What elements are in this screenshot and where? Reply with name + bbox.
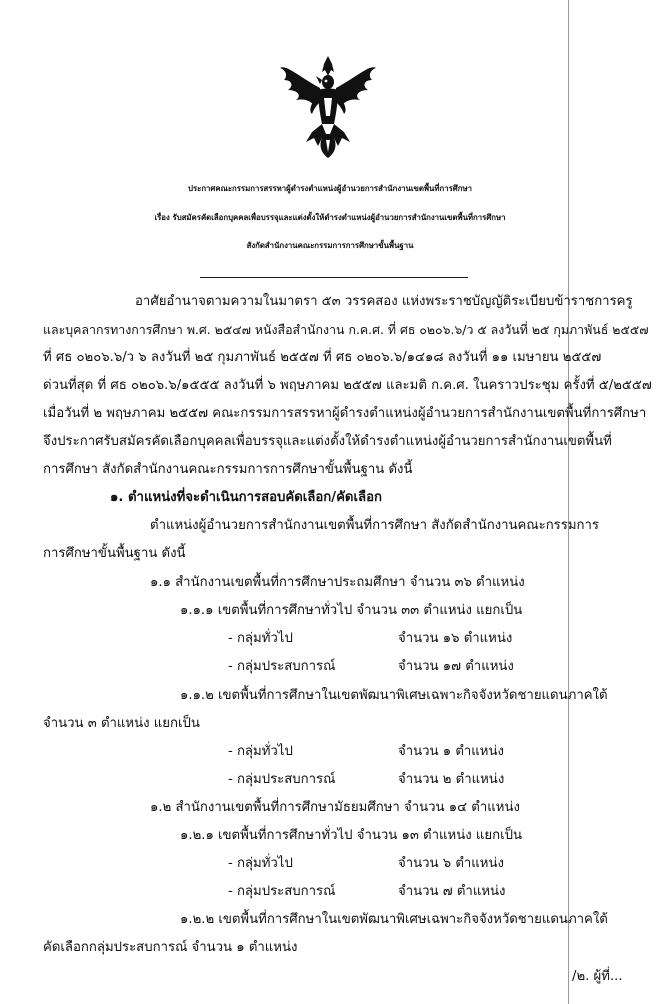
group-count: จำนวน ๑ ตำแหน่ง <box>398 744 504 759</box>
continuation-marker: /๒. ผู้ที่... <box>572 969 623 984</box>
section-paragraph: การศึกษาขั้นพื้นฐาน ดังนี้ <box>43 546 186 561</box>
group-label: - กลุ่มทั่วไป <box>228 631 293 646</box>
subsection-general-area: ๑.๑.๑ เขตพื้นที่การศึกษาทั่วไป จำนวน ๓๓ ตำแหน่ง แยกเป็น <box>180 603 523 618</box>
intro-line: ที่ ศธ ๐๒๐๖.๖/ว ๖ ลงวันที่ ๒๕ กุมภาพันธ์ ๒๕๕๗ ที่ ศธ ๐๒๐๖.๖/๑๔๑๘ ลงวันที่ ๑๑ เมษายน ๒๕๕๗ <box>43 350 602 365</box>
subsection-southern-area: ๑.๒.๒ เขตพื้นที่การศึกษาในเขตพัฒนาพิเศษเฉพาะกิจจังหวัดชายแดนภาคใต้ <box>180 912 608 927</box>
subsection-secondary: ๑.๒ สำนักงานเขตพื้นที่การศึกษามัธยมศึกษา จำนวน ๑๔ ตำแหน่ง <box>150 800 520 815</box>
intro-line: เมื่อวันที่ ๒ พฤษภาคม ๒๕๕๗ คณะกรรมการสรรหาผู้ดำรงตำแหน่งผู้อำนวยการสำนักงานเขตพื้นที่การศึกษา <box>43 406 647 421</box>
group-label: - กลุ่มทั่วไป <box>228 744 293 759</box>
subsection-southern-count: คัดเลือกกลุ่มประสบการณ์ จำนวน ๑ ตำแหน่ง <box>43 940 298 955</box>
group-label: - กลุ่มประสบการณ์ <box>228 659 336 674</box>
intro-line: ด่วนที่สุด ที่ ศธ ๐๒๐๖.๖/๑๕๕๕ ลงวันที่ ๖ พฤษภาคม ๒๕๕๗ และมติ ก.ค.ศ. ในคราวประชุม ครั้งที่ ๕/๒๕๕๗ <box>43 378 652 393</box>
announcement-title: ประกาศคณะกรรมการสรรหาผู้ดำรงตำแหน่งผู้อำนวยการสำนักงานเขตพื้นที่การศึกษา <box>188 184 472 193</box>
announcement-subject: เรื่อง รับสมัครคัดเลือกบุคคลเพื่อบรรจุและแต่งตั้งให้ดำรงตำแหน่งผู้อำนวยการสำนักงานเขตพื้นที่การศึกษา <box>154 213 506 222</box>
subsection-general-area: ๑.๒.๑ เขตพื้นที่การศึกษาทั่วไป จำนวน ๑๓ ตำแหน่ง แยกเป็น <box>180 828 522 843</box>
announcement-affiliation: สังกัดสำนักงานคณะกรรมการการศึกษาขั้นพื้นฐาน <box>246 241 414 250</box>
title-divider <box>200 277 468 278</box>
section-heading: ๑. ตำแหน่งที่จะดำเนินการสอบคัดเลือก/คัดเลือก <box>110 490 382 505</box>
scan-margin-line <box>568 0 569 1004</box>
group-count: จำนวน ๗ ตำแหน่ง <box>398 884 506 899</box>
intro-line: และบุคลากรทางการศึกษา พ.ศ. ๒๕๔๗ หนังสือสำนักงาน ก.ค.ศ. ที่ ศธ ๐๒๐๖.๖/ว ๕ ลงวันที่ ๒๕ กุมภาพันธ์ ๒๕๕๗ <box>43 322 649 337</box>
intro-line: การศึกษา สังกัดสำนักงานคณะกรรมการการศึกษาขั้นพื้นฐาน ดังนี้ <box>43 462 413 477</box>
subsection-southern-area: ๑.๑.๒ เขตพื้นที่การศึกษาในเขตพัฒนาพิเศษเฉพาะกิจจังหวัดชายแดนภาคใต้ <box>180 688 608 703</box>
group-label: - กลุ่มประสบการณ์ <box>228 884 336 899</box>
intro-line: จึงประกาศรับสมัครคัดเลือกบุคคลเพื่อบรรจุและแต่งตั้งให้ดำรงตำแหน่งผู้อำนวยการสำนักงานเขตพื้นที่ <box>43 434 612 449</box>
subsection-primary: ๑.๑ สำนักงานเขตพื้นที่การศึกษาประถมศึกษา จำนวน ๓๖ ตำแหน่ง <box>150 575 525 590</box>
group-label: - กลุ่มประสบการณ์ <box>228 772 336 787</box>
section-paragraph: ตำแหน่งผู้อำนวยการสำนักงานเขตพื้นที่การศึกษา สังกัดสำนักงานคณะกรรมการ <box>150 518 600 533</box>
subsection-southern-count: จำนวน ๓ ตำแหน่ง แยกเป็น <box>43 716 200 731</box>
group-count: จำนวน ๖ ตำแหน่ง <box>398 856 504 871</box>
group-count: จำนวน ๑๖ ตำแหน่ง <box>398 631 513 646</box>
group-label: - กลุ่มทั่วไป <box>228 856 293 871</box>
group-count: จำนวน ๑๗ ตำแหน่ง <box>398 659 514 674</box>
intro-line: อาศัยอำนาจตามความในมาตรา ๕๓ วรรคสอง แห่งพระราชบัญญัติระเบียบข้าราชการครู <box>135 294 633 309</box>
garuda-emblem-icon <box>278 54 378 160</box>
group-count: จำนวน ๒ ตำแหน่ง <box>398 772 505 787</box>
